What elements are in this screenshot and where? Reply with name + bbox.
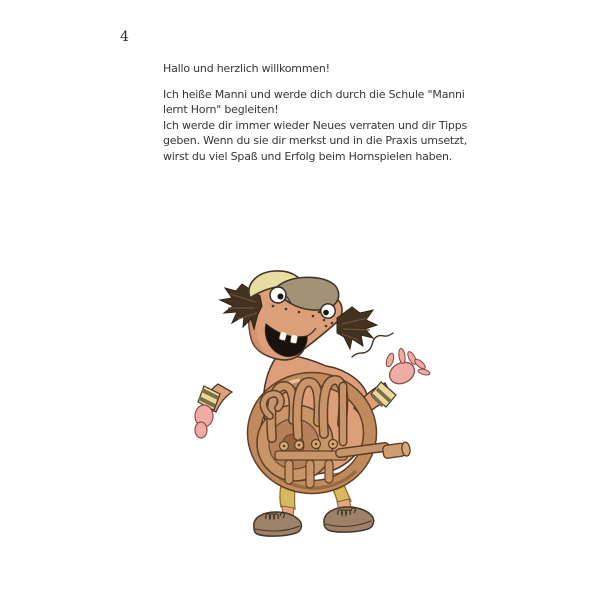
- left-shoe: [254, 512, 302, 536]
- greeting-line: Hallo und herzlich willkommen!: [163, 62, 330, 75]
- page-number: 4: [120, 29, 129, 45]
- paragraph-line: wirst du viel Spaß und Erfolg beim Hornspielen haben.: [163, 149, 453, 163]
- right-eye: [321, 304, 335, 318]
- intro-paragraph: [163, 87, 493, 165]
- right-shoe: [324, 507, 374, 532]
- hair-right-tuft: [337, 307, 377, 349]
- paragraph-line: Ich heiße Manni und werde dich durch die Schule "Manni: [163, 87, 465, 101]
- left-eye: [270, 287, 286, 303]
- left-hand: [195, 405, 213, 438]
- right-pupil: [323, 310, 329, 316]
- right-hand: [385, 348, 431, 388]
- paragraph-line: geben. Wenn du sie dir merkst und in die Praxis umsetzt,: [163, 134, 468, 147]
- manni-character-illustration: [180, 256, 480, 556]
- character-head: [220, 271, 377, 360]
- left-pupil: [278, 294, 284, 300]
- tooth: [290, 335, 297, 344]
- left-arm: [195, 384, 232, 438]
- paragraph-line: lernt Horn" begleiten!: [163, 103, 279, 116]
- paragraph-line: Ich werde dir immer wieder Neues verraten und dir Tipps: [163, 118, 468, 132]
- intro-text-block: [163, 61, 493, 164]
